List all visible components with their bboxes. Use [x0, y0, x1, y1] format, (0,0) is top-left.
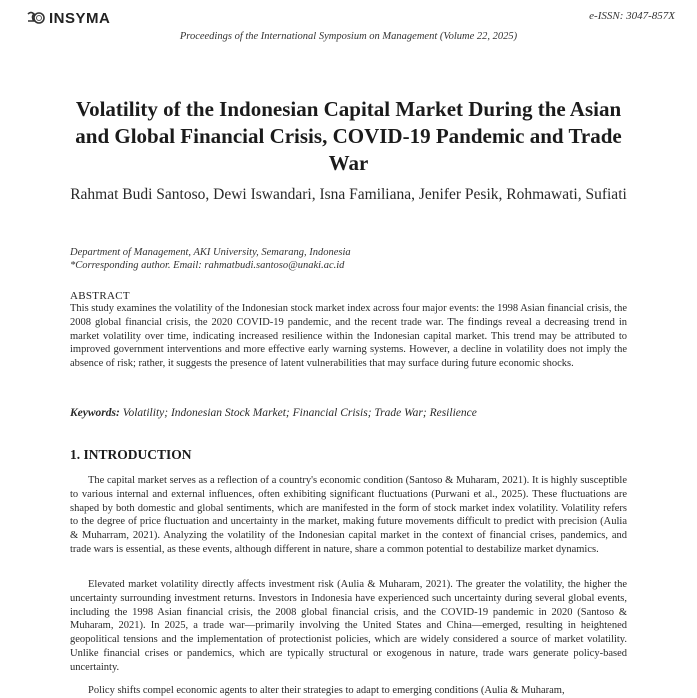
keywords-list: Volatility; Indonesian Stock Market; Financial Crisis; Trade War; Resilience — [122, 407, 477, 419]
keywords-label: Keywords: — [70, 407, 120, 419]
paragraph: Policy shifts compel economic agents to alter their strategies to adapt to emerging conditions (Aulia & Muharam, — [88, 685, 565, 696]
paragraph: Elevated market volatility directly affects investment risk (Aulia & Muharam, 2021). The greater the volatility, the higher the uncertainty surrounding investment returns. Investors in Indonesia have experienced such uncertainty during several global events, including the 1998 Asian financial crisis, the 2008 global financial crisis, and the COVID-19 pandemic in 2020 (Santoso & Muharam, 2021). In 2025, a trade war—primarily involving the United States and China—emerged, resulting in heightened geopolitical tensions and the implementation of protectionist policies, which are widely considered a source of market volatility. Unlike financial crises or pandemics, which are typically structural or exogenous in nature, trade wars generate policy-based uncertainty. — [70, 579, 627, 673]
corresponding-author: *Corresponding author. Email: rahmatbudi.santoso@unaki.ac.id — [70, 260, 345, 271]
affiliation: Department of Management, AKI University, Semarang, Indonesia — [70, 247, 351, 258]
issn: e-ISSN: 3047-857X — [589, 10, 675, 22]
keywords — [70, 407, 477, 419]
paragraph: The capital market serves as a reflection of a country's economic condition (Santoso & Muharam, 2021). It is highly susceptible to various internal and external influences, often exhibiting significant fluctuations (Purwani et al., 2025). These fluctuations are shaped by both domestic and global sentiments, which are manifested in the form of stock market index volatility. Volatility refers to the degree of price fluctuation and uncertainty in the market, making future movements difficult to predict with precision (Aulia & Muharram, 2021). Analyzing the volatility of the Indonesian capital market in the context of financial crises, pandemics, and trade wars is essential, as these events, although different in nature, share a common potential to destabilize market dynamics. — [70, 475, 627, 555]
section-heading: 1. INTRODUCTION — [70, 447, 192, 462]
abstract-heading: ABSTRACT — [70, 290, 130, 302]
abstract-text: This study examines the volatility of the Indonesian stock market index across four major events: the 1998 Asian financial crisis, the 2008 global financial crisis, the 2020 COVID-19 pandemic, and the recent trade war. The findings reveal a decreasing trend in market volatility over time, indicating increased resilience within the Indonesian capital market. This trend may be attributed to improved government interventions and more effective early warning systems. However, a decline in volatility does not imply the absence of risk; rather, it suggests the presence of latent vulnerabilities that may surface during future economic shocks. — [70, 303, 627, 370]
authors: Rahmat Budi Santoso, Dewi Iswandari, Isna Familiana, Jenifer Pesik, Rohmawati, Sufiati — [70, 186, 627, 203]
proceedings-header: Proceedings of the International Symposium on Management (Volume 22, 2025) — [179, 31, 518, 42]
paper-title: Volatility of the Indonesian Capital Market During the Asian and Global Financial Crisis, COVID-19 Pandemic and Trade War — [75, 97, 622, 175]
logo-text: INSYMA — [49, 9, 111, 27]
insyma-logo — [26, 8, 110, 28]
ring-logo-icon — [26, 10, 48, 26]
affiliation-block — [70, 246, 351, 272]
